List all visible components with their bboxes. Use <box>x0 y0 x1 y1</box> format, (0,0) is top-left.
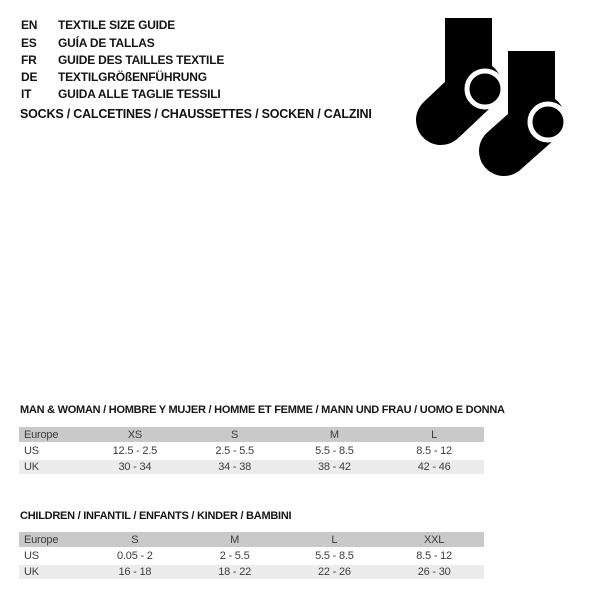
size-value: 16 - 18 <box>118 566 152 578</box>
column-header-size: L <box>431 428 438 441</box>
language-label: TEXTILGRÖßENFÜHRUNG <box>58 70 207 84</box>
row-label: UK <box>24 566 39 578</box>
table-row-us <box>19 549 484 563</box>
table-row-uk <box>19 460 484 474</box>
language-code: DE <box>21 70 38 84</box>
column-header-size: S <box>131 533 139 546</box>
language-code: ES <box>21 36 37 50</box>
size-value: 5.5 - 8.5 <box>315 550 354 562</box>
size-value: 42 - 46 <box>417 461 451 473</box>
language-row-en <box>21 18 401 35</box>
row-label: UK <box>24 461 39 473</box>
language-label: GUÍA DE TALLAS <box>58 36 155 50</box>
column-header-region: Europe <box>24 428 59 441</box>
row-label: US <box>24 445 39 457</box>
table-title-man-woman: MAN & WOMAN / HOMBRE Y MUJER / HOMME ET FEMME / MANN UND FRAU / UOMO E DONNA <box>20 404 505 416</box>
language-row-es <box>21 36 401 53</box>
size-value: 0.05 - 2 <box>117 550 153 562</box>
language-row-fr <box>21 53 401 70</box>
size-value: 34 - 38 <box>218 461 252 473</box>
size-value: 5.5 - 8.5 <box>315 445 354 457</box>
column-header-region: Europe <box>24 533 59 546</box>
size-value: 18 - 22 <box>218 566 252 578</box>
category-title: SOCKS / CALCETINES / CHAUSSETTES / SOCKEN / CALZINI <box>20 107 372 121</box>
language-label: TEXTILE SIZE GUIDE <box>58 18 176 32</box>
size-value: 2 - 5.5 <box>219 550 250 562</box>
size-value: 8.5 - 12 <box>416 550 452 562</box>
language-label: GUIDA ALLE TAGLIE TESSILI <box>58 87 221 101</box>
column-header-size: XXL <box>424 533 445 546</box>
sock-left-shape <box>441 18 503 120</box>
socks-icon <box>405 10 565 180</box>
size-value: 2.5 - 5.5 <box>215 445 254 457</box>
size-value: 30 - 34 <box>118 461 152 473</box>
column-header-size: S <box>231 428 239 441</box>
table-row-us <box>19 444 484 458</box>
size-value: 22 - 26 <box>317 566 351 578</box>
size-value: 26 - 30 <box>417 566 451 578</box>
column-header-size: M <box>329 428 339 441</box>
size-value: 12.5 - 2.5 <box>112 445 158 457</box>
table-row-uk <box>19 565 484 579</box>
row-label: US <box>24 550 39 562</box>
language-label: GUIDE DES TAILLES TEXTILE <box>58 53 225 67</box>
language-row-de <box>21 70 401 87</box>
size-value: 8.5 - 12 <box>416 445 452 457</box>
table-header-row <box>19 427 484 442</box>
table-title-children: CHILDREN / INFANTIL / ENFANTS / KINDER / BAMBINI <box>20 510 292 522</box>
column-header-size: L <box>331 533 338 546</box>
size-value: 38 - 42 <box>317 461 351 473</box>
column-header-size: XS <box>127 428 143 441</box>
language-code: EN <box>21 18 38 32</box>
language-code: FR <box>21 53 37 67</box>
column-header-size: M <box>230 533 240 546</box>
language-code: IT <box>21 87 32 101</box>
table-header-row <box>19 532 484 547</box>
language-row-it <box>21 87 401 104</box>
